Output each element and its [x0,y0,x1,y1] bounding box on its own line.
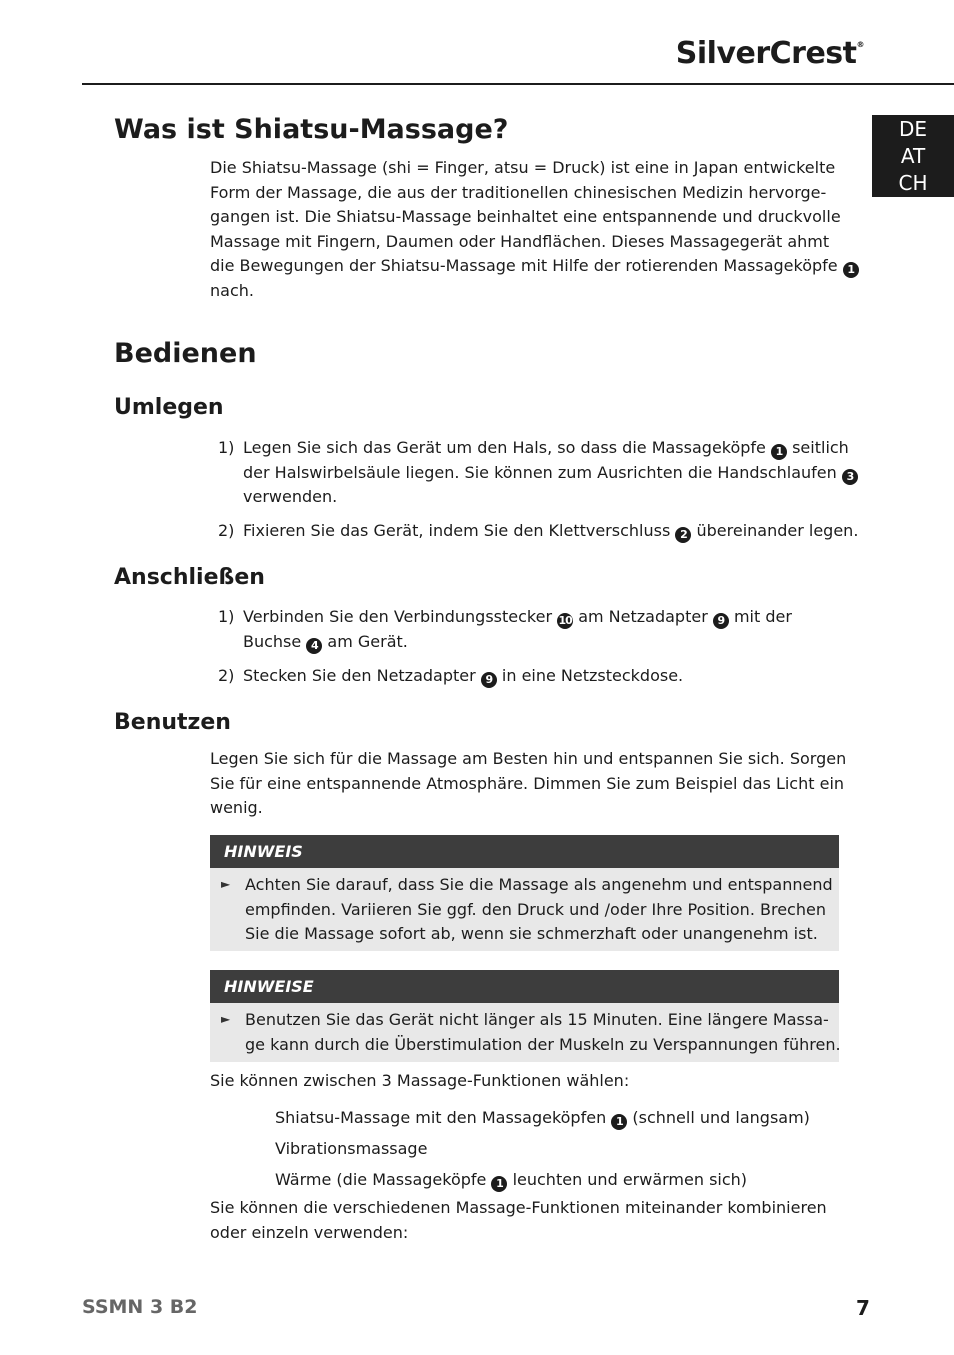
text-line: oder einzeln verwenden: [210,1222,409,1242]
step-number: 1) [218,607,235,626]
page-number: 7 [856,1296,870,1320]
ref-badge: 1 [491,1176,507,1192]
ref-badge: 4 [306,638,322,654]
step-number: 1) [218,438,235,457]
anschliessen-step-1 [243,605,792,654]
step-number: 2) [218,521,235,540]
text-line: Massage mit Fingern, Daumen oder Handflächen. Dieses Massagegerät ahmt [210,231,830,251]
function-item: Vibrationsmassage [275,1139,428,1158]
text-line: Benutzen Sie das Gerät nicht länger als 15 Minuten. Eine längere Massa- [245,1010,829,1029]
ref-badge: 2 [675,527,691,543]
text-line: gangen ist. Die Shiatsu-Massage beinhaltet eine entspannende und druckvolle [210,207,841,226]
text-line: wenig. [210,798,263,817]
text-line: Form der Massage, die aus der traditionellen chinesischen Medizin hervorge- [210,182,827,202]
section-title-shiatsu: Was ist Shiatsu-Massage? [114,114,509,145]
brand-logo: SilverCrest® [675,36,864,71]
text-line: verwenden. [243,487,338,506]
intro-paragraph [210,156,859,303]
lang-at: AT [900,144,926,168]
benutzen-paragraph [210,747,846,821]
hinweis-box [210,835,839,951]
text-line: Legen Sie sich das Gerät um den Hals, so dass die Massageköpfe 1 seitlich [243,438,849,458]
function-item: Wärme (die Massageköpfe 1 leuchten und erwärmen sich) [275,1170,748,1190]
hinweis-body [210,868,839,951]
ref-badge: 1 [843,262,859,278]
text-line: Buchse 4 am Gerät. [243,631,408,652]
ref-badge: 10 [558,614,572,627]
text-line: ge kann durch die Überstimulation der Muskeln zu Verspannungen führen. [245,1034,841,1054]
ref-badge: 1 [771,444,787,460]
subsection-title-anschliessen: Anschließen [114,565,265,590]
ref-badge: 9 [713,613,729,629]
step-number: 2) [218,666,235,685]
text-line: die Bewegungen der Shiatsu-Massage mit Hilfe der rotierenden Massageköpfe 1 [210,254,859,279]
umlegen-step-1 [243,436,858,510]
language-tab [872,115,954,197]
text-line: Sie die Massage sofort ab, wenn sie schmerzhaft oder unangenehm ist. [245,924,818,943]
text-line: Verbinden Sie den Verbindungsstecker 10 am Netzadapter 9 mit der [243,607,792,627]
section-title-bedienen: Bedienen [114,338,257,369]
triangle-bullet-icon: ► [221,1012,231,1026]
footer-model: SSMN 3 B2 [82,1296,198,1318]
combine-paragraph [210,1196,827,1245]
text-line: nach. [210,280,254,300]
functions-intro: Sie können zwischen 3 Massage-Funktionen wählen: [210,1071,630,1090]
text-line: der Halswirbelsäule liegen. Sie können zum Ausrichten die Handschlaufen 3 [243,461,858,486]
hinweis-heading: HINWEIS [210,835,839,868]
hinweise-body [210,1003,839,1061]
ref-badge: 9 [481,672,497,688]
text-line: Sie können die verschiedenen Massage-Funktionen miteinander kombinieren [210,1198,827,1217]
lang-ch: CH [898,171,928,195]
ref-badge: 1 [611,1114,627,1130]
ref-badge: 3 [842,469,858,485]
text-line: Legen Sie sich für die Massage am Besten hin und entspannen Sie sich. Sorgen [210,749,847,768]
text-line: empfinden. Variieren Sie ggf. den Druck und /oder Ihre Position. Brechen [245,899,826,919]
text-line: Achten Sie darauf, dass Sie die Massage als angenehm und entspannend [245,875,833,894]
umlegen-step-2: Fixieren Sie das Gerät, indem Sie den Klettverschluss 2 übereinander legen. [243,521,859,541]
subsection-title-benutzen: Benutzen [114,710,231,735]
function-item: Shiatsu-Massage mit den Massageköpfen 1 (schnell und langsam) [275,1108,810,1128]
triangle-bullet-icon: ► [221,877,231,891]
lang-de: DE [898,117,928,141]
subsection-title-umlegen: Umlegen [114,395,224,420]
text-line: Sie für eine entspannende Atmosphäre. Dimmen Sie zum Beispiel das Licht ein [210,773,845,793]
hinweise-box [210,970,839,1062]
hinweise-heading: HINWEISE [210,970,839,1003]
text-line: Die Shiatsu-Massage (shi = Finger, atsu = Druck) ist eine in Japan entwickelte [210,158,836,177]
header-rule [82,83,954,85]
anschliessen-step-2: Stecken Sie den Netzadapter 9 in eine Netzsteckdose. [243,666,684,686]
